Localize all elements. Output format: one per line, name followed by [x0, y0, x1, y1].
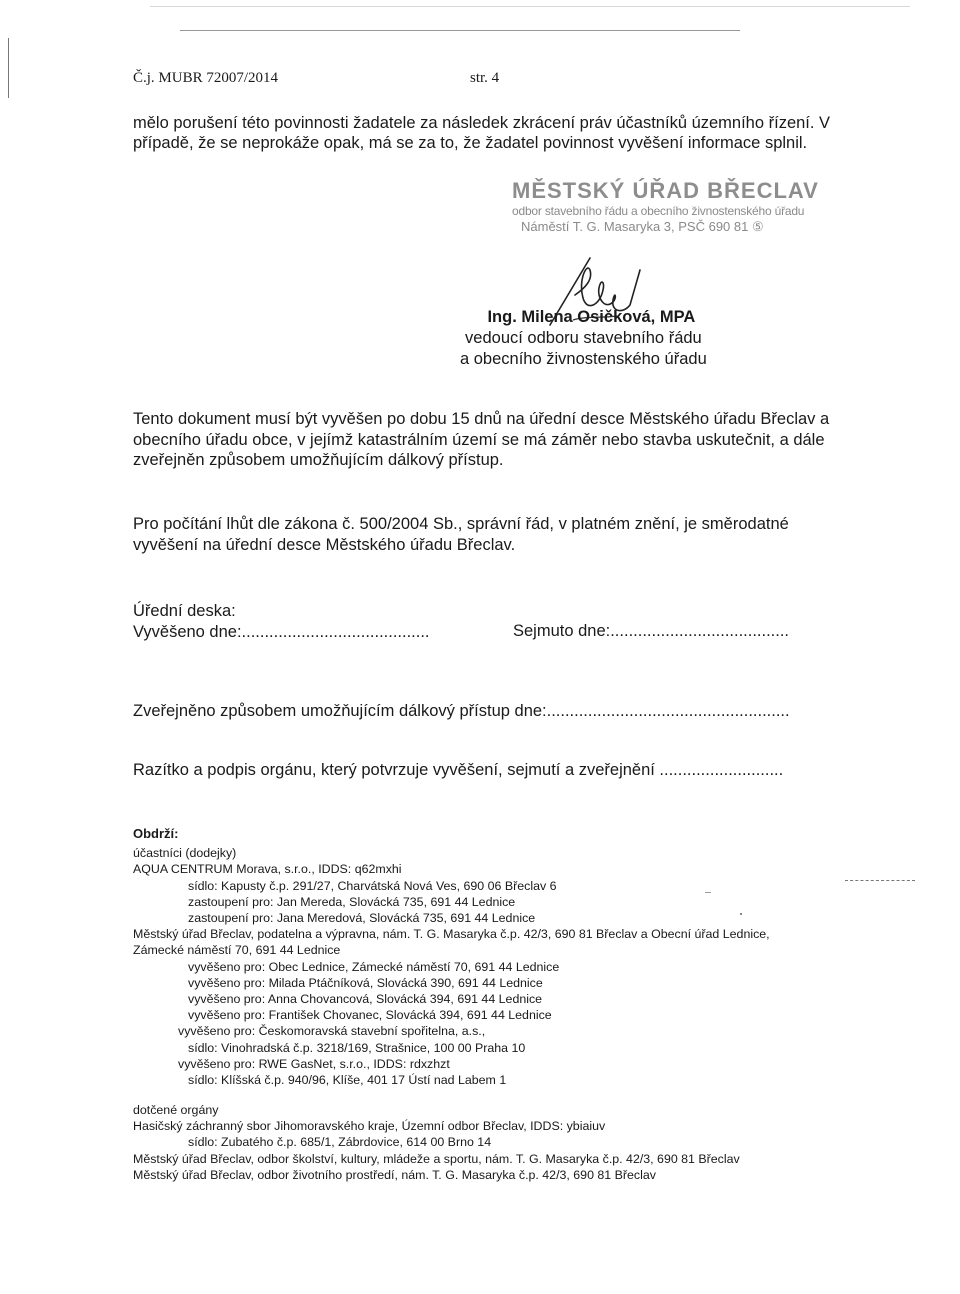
- text-line: Pro počítání lhůt dle zákona č. 500/2004 Sb., správní řád, v platném znění, je směrodatné: [133, 515, 789, 533]
- signer-name: Ing. Milena Osičková, MPA: [487, 308, 696, 326]
- list-item: Zámecké náměstí 70, 691 44 Lednice: [133, 943, 341, 958]
- list-item: vyvěšeno pro: Anna Chovancová, Slovácká 394, 691 44 Lednice: [188, 992, 543, 1007]
- signer-role: vedoucí odboru stavebního řádu: [465, 329, 702, 347]
- list-item: vyvěšeno pro: Milada Ptáčníková, Slovácká 390, 691 44 Lednice: [188, 975, 543, 990]
- official-board: [133, 601, 430, 642]
- list-item: sídlo: Zubatého č.p. 685/1, Zábrdovice, 614 00 Brno 14: [188, 1135, 492, 1150]
- list-item: sídlo: Vinohradská č.p. 3218/169, Strašnice, 100 00 Praha 10: [188, 1040, 526, 1055]
- list-item: AQUA CENTRUM Morava, s.r.o., IDDS: q62mxhi: [133, 862, 402, 877]
- scan-mark: [740, 913, 742, 915]
- remote-publication-field: Zveřejněno způsobem umožňujícím dálkový přístup dne:.....................................................: [133, 702, 790, 720]
- stamp-signature-field: Razítko a podpis orgánu, který potvrzuje vyvěšení, sejmutí a zveřejnění ...........................: [133, 761, 784, 779]
- scan-edge-left: [8, 38, 9, 98]
- list-item: vyvěšeno pro: Obec Lednice, Zámecké náměstí 70, 691 44 Lednice: [188, 959, 560, 974]
- scan-edge-top: [150, 6, 910, 7]
- authorities-lines: [133, 1118, 740, 1183]
- list-item: vyvěšeno pro: Českomoravská stavební spořitelna, a.s.,: [178, 1024, 486, 1039]
- list-item: sídlo: Kapusty č.p. 291/27, Charvátská Nová Ves, 690 06 Břeclav 6: [188, 878, 557, 893]
- signer-role: a obecního živnostenského úřadu: [460, 350, 707, 368]
- scan-edge-line: [180, 30, 740, 31]
- removed-date-field: Sejmuto dne:.......................................: [513, 622, 790, 640]
- board-title: Úřední deska:: [133, 602, 236, 620]
- page-number: str. 4: [470, 70, 500, 86]
- intro-paragraph: [133, 113, 830, 153]
- text-line: obecního úřadu obce, v jejímž katastrálním území se má záměr nebo stavba uskutečnit, a dále: [133, 430, 825, 449]
- authorities-heading: dotčené orgány: [133, 1103, 219, 1117]
- recipients-lines: [133, 845, 770, 1088]
- text-line: zveřejněn způsobem umožňujícím dálkový přístup.: [133, 451, 504, 469]
- recipients-list: [133, 826, 770, 1088]
- list-item: sídlo: Klíšská č.p. 940/96, Klíše, 401 17 Ústí nad Labem 1: [188, 1073, 507, 1088]
- stamp-department: odbor stavebního řádu a obecního živnostenského úřadu: [512, 204, 805, 218]
- authorities-list: [133, 1102, 740, 1183]
- office-stamp: [480, 178, 819, 235]
- scan-mark: [705, 892, 711, 893]
- signer-block: [460, 307, 707, 370]
- text-line: mělo porušení této povinnosti žadatele za následek zkrácení práv účastníků územního řízení. V: [133, 114, 831, 132]
- stamp-address: Náměstí T. G. Masaryka 3, PSČ 690 81 ⑤: [521, 219, 764, 234]
- list-item: účastníci (dodejky): [133, 846, 237, 861]
- document-reference: Č.j. MUBR 72007/2014: [133, 70, 279, 86]
- list-item: Městský úřad Břeclav, odbor školství, kultury, mládeže a sportu, nám. T. G. Masaryka č.p. 42/3, 690 81 Břeclav: [133, 1151, 740, 1166]
- posting-notice: [133, 409, 829, 471]
- scan-mark: [845, 880, 915, 883]
- list-item: Hasičský záchranný sbor Jihomoravského kraje, Územní odbor Břeclav, IDDS: ybiaiuv: [133, 1119, 606, 1134]
- recipients-heading: Obdrží:: [133, 826, 179, 841]
- list-item: vyvěšeno pro: RWE GasNet, s.r.o., IDDS: rdxzhzt: [178, 1056, 450, 1071]
- posted-date-field: Vyvěšeno dne:.........................................: [133, 622, 430, 641]
- list-item: zastoupení pro: Jan Mereda, Slovácká 735, 691 44 Lednice: [188, 894, 516, 909]
- list-item: zastoupení pro: Jana Meredová, Slovácká 735, 691 44 Lednice: [188, 911, 536, 926]
- text-line: případě, že se neprokáže opak, má se za to, že žadatel povinnost vyvěšení informace splnil.: [133, 134, 808, 152]
- text-line: vyvěšení na úřední desce Městského úřadu Břeclav.: [133, 535, 516, 554]
- stamp-office-name: MĚSTSKÝ ÚŘAD BŘECLAV: [512, 178, 819, 203]
- deadline-paragraph: [133, 514, 789, 555]
- list-item: Městský úřad Břeclav, odbor životního prostředí, nám. T. G. Masaryka č.p. 42/3, 690 81 Břeclav: [133, 1167, 656, 1182]
- list-item: vyvěšeno pro: František Chovanec, Slovácká 394, 691 44 Lednice: [188, 1008, 552, 1023]
- list-item: Městský úřad Břeclav, podatelna a výpravna, nám. T. G. Masaryka č.p. 42/3, 690 81 Břeclav a Obecní úřad Lednice,: [133, 927, 770, 942]
- text-line: Tento dokument musí být vyvěšen po dobu 15 dnů na úřední desce Městského úřadu Břeclav a: [133, 410, 830, 428]
